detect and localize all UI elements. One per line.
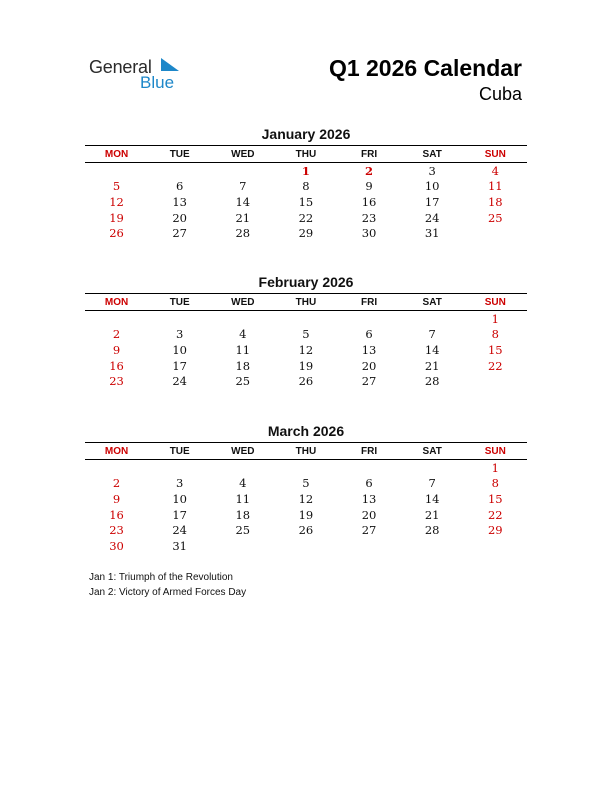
day-cell: 14 bbox=[424, 342, 440, 357]
day-cell: 21 bbox=[424, 507, 440, 522]
day-cell: 24 bbox=[424, 210, 440, 225]
week-row bbox=[85, 194, 527, 210]
weekday-header: WED bbox=[231, 445, 255, 457]
day-cell: 6 bbox=[176, 179, 184, 194]
day-cell: 28 bbox=[424, 523, 440, 538]
day-cell: 15 bbox=[487, 491, 503, 506]
weekday-header: SAT bbox=[422, 148, 442, 160]
holiday-item: Jan 2: Victory of Armed Forces Day bbox=[89, 586, 247, 598]
day-cell: 15 bbox=[487, 342, 503, 357]
weekday-header: FRI bbox=[361, 148, 378, 160]
logo-word-general: General bbox=[89, 57, 152, 77]
week-row bbox=[85, 538, 527, 554]
week-row bbox=[85, 225, 527, 241]
weekday-header: FRI bbox=[361, 445, 378, 457]
day-cell: 5 bbox=[302, 476, 310, 491]
day-cell: 13 bbox=[172, 194, 187, 209]
day-cell: 17 bbox=[172, 358, 187, 373]
day-cell: 22 bbox=[298, 210, 314, 225]
day-cell: 17 bbox=[172, 507, 187, 522]
day-cell: 11 bbox=[235, 342, 251, 357]
day-cell: 24 bbox=[172, 374, 187, 389]
day-cell: 9 bbox=[365, 179, 373, 194]
weekday-header: WED bbox=[231, 296, 255, 308]
day-cell: 3 bbox=[176, 327, 184, 342]
day-cell: 4 bbox=[239, 476, 247, 491]
day-cell: 25 bbox=[487, 210, 503, 225]
week-row bbox=[85, 311, 527, 327]
day-cell: 16 bbox=[109, 358, 124, 373]
day-cell: 2 bbox=[365, 163, 374, 178]
day-cell: 25 bbox=[235, 523, 251, 538]
day-cell: 11 bbox=[235, 491, 251, 506]
logo-word-blue: Blue bbox=[140, 73, 175, 92]
week-row bbox=[85, 163, 527, 179]
day-cell: 14 bbox=[235, 194, 251, 209]
month-title: January 2026 bbox=[261, 126, 351, 142]
weekday-header: SAT bbox=[422, 296, 442, 308]
day-cell: 10 bbox=[172, 342, 187, 357]
day-cell: 19 bbox=[298, 358, 314, 373]
weekday-header: WED bbox=[231, 148, 255, 160]
day-cell: 2 bbox=[112, 327, 121, 342]
day-cell: 27 bbox=[361, 523, 377, 538]
day-cell: 19 bbox=[109, 210, 124, 225]
day-cell: 14 bbox=[424, 491, 440, 506]
day-cell: 5 bbox=[112, 179, 121, 194]
week-row bbox=[85, 507, 527, 523]
week-row bbox=[85, 460, 527, 476]
week-row bbox=[85, 179, 527, 195]
month-title: February 2026 bbox=[258, 274, 354, 290]
day-cell: 7 bbox=[428, 476, 436, 491]
day-cell: 26 bbox=[109, 226, 124, 241]
weekday-header-row bbox=[85, 145, 527, 163]
weekday-header: MON bbox=[104, 445, 129, 457]
day-cell: 8 bbox=[491, 327, 499, 342]
month-february bbox=[85, 273, 527, 389]
day-cell: 19 bbox=[298, 507, 314, 522]
weekday-header: TUE bbox=[169, 148, 190, 160]
day-cell: 23 bbox=[109, 523, 124, 538]
weekday-header: TUE bbox=[169, 445, 190, 457]
weekday-header: FRI bbox=[361, 296, 378, 308]
day-cell: 27 bbox=[361, 374, 377, 389]
weekday-header: SUN bbox=[484, 296, 506, 308]
day-cell: 13 bbox=[361, 342, 377, 357]
day-cell: 12 bbox=[298, 491, 314, 506]
weekday-header: SUN bbox=[484, 445, 506, 457]
weekday-header: MON bbox=[104, 148, 129, 160]
week-row bbox=[85, 373, 527, 389]
day-cell: 2 bbox=[112, 476, 121, 491]
day-cell: 13 bbox=[361, 491, 377, 506]
day-cell: 8 bbox=[491, 476, 499, 491]
day-cell: 21 bbox=[235, 210, 251, 225]
week-row bbox=[85, 210, 527, 226]
day-cell: 29 bbox=[487, 523, 503, 538]
day-cell: 25 bbox=[235, 374, 251, 389]
day-cell: 21 bbox=[424, 358, 440, 373]
day-cell: 18 bbox=[235, 358, 251, 373]
day-cell: 23 bbox=[361, 210, 377, 225]
week-row bbox=[85, 476, 527, 492]
day-cell: 15 bbox=[298, 194, 314, 209]
weekday-header: THU bbox=[295, 445, 317, 457]
weekday-header: SUN bbox=[484, 148, 506, 160]
day-cell: 5 bbox=[302, 327, 310, 342]
month-march bbox=[85, 422, 527, 554]
day-cell: 18 bbox=[487, 194, 503, 209]
day-cell: 4 bbox=[491, 163, 499, 178]
weekday-header: THU bbox=[295, 148, 317, 160]
weekday-header-row bbox=[85, 293, 527, 311]
week-row bbox=[85, 491, 527, 507]
day-cell: 28 bbox=[235, 226, 251, 241]
day-cell: 9 bbox=[112, 342, 121, 357]
weekday-header: MON bbox=[104, 296, 129, 308]
month-title: March 2026 bbox=[267, 423, 345, 439]
page-title: Q1 2026 Calendar bbox=[328, 55, 522, 81]
weekday-header: TUE bbox=[169, 296, 190, 308]
day-cell: 28 bbox=[424, 374, 440, 389]
week-row bbox=[85, 327, 527, 343]
day-cell: 7 bbox=[239, 179, 247, 194]
day-cell: 23 bbox=[109, 374, 124, 389]
day-cell: 7 bbox=[428, 327, 436, 342]
day-cell: 22 bbox=[487, 507, 503, 522]
day-cell: 4 bbox=[239, 327, 247, 342]
day-cell: 20 bbox=[361, 507, 377, 522]
day-cell: 18 bbox=[235, 507, 251, 522]
day-cell: 31 bbox=[172, 538, 187, 553]
day-cell: 30 bbox=[361, 226, 377, 241]
day-cell: 12 bbox=[298, 342, 314, 357]
day-cell: 1 bbox=[301, 163, 310, 178]
weekday-header: THU bbox=[295, 296, 317, 308]
day-cell: 20 bbox=[172, 210, 187, 225]
day-cell: 16 bbox=[109, 507, 124, 522]
country-name: Cuba bbox=[478, 84, 522, 104]
week-row bbox=[85, 342, 527, 358]
holiday-item: Jan 1: Triumph of the Revolution bbox=[89, 572, 233, 583]
day-cell: 17 bbox=[424, 194, 440, 209]
day-cell: 11 bbox=[487, 179, 503, 194]
day-cell: 6 bbox=[365, 476, 373, 491]
day-cell: 10 bbox=[424, 179, 440, 194]
day-cell: 26 bbox=[298, 523, 314, 538]
day-cell: 3 bbox=[176, 476, 184, 491]
weekday-header-row bbox=[85, 442, 527, 460]
day-cell: 31 bbox=[424, 226, 440, 241]
day-cell: 8 bbox=[302, 179, 310, 194]
weekday-header: SAT bbox=[422, 445, 442, 457]
day-cell: 20 bbox=[361, 358, 377, 373]
flag-triangle-icon bbox=[161, 58, 179, 73]
day-cell: 10 bbox=[172, 491, 187, 506]
holiday-list bbox=[89, 571, 246, 600]
day-cell: 9 bbox=[112, 491, 121, 506]
month-january bbox=[85, 125, 527, 241]
day-cell: 6 bbox=[365, 327, 373, 342]
week-row bbox=[85, 358, 527, 374]
day-cell: 30 bbox=[109, 538, 124, 553]
week-row bbox=[85, 522, 527, 538]
day-cell: 27 bbox=[172, 226, 187, 241]
day-cell: 22 bbox=[487, 358, 503, 373]
day-cell: 1 bbox=[491, 460, 499, 475]
day-cell: 1 bbox=[491, 311, 499, 326]
day-cell: 3 bbox=[428, 163, 436, 178]
day-cell: 12 bbox=[109, 194, 124, 209]
day-cell: 29 bbox=[298, 226, 314, 241]
day-cell: 24 bbox=[172, 523, 187, 538]
day-cell: 26 bbox=[298, 374, 314, 389]
logo bbox=[89, 56, 189, 96]
day-cell: 16 bbox=[361, 194, 377, 209]
